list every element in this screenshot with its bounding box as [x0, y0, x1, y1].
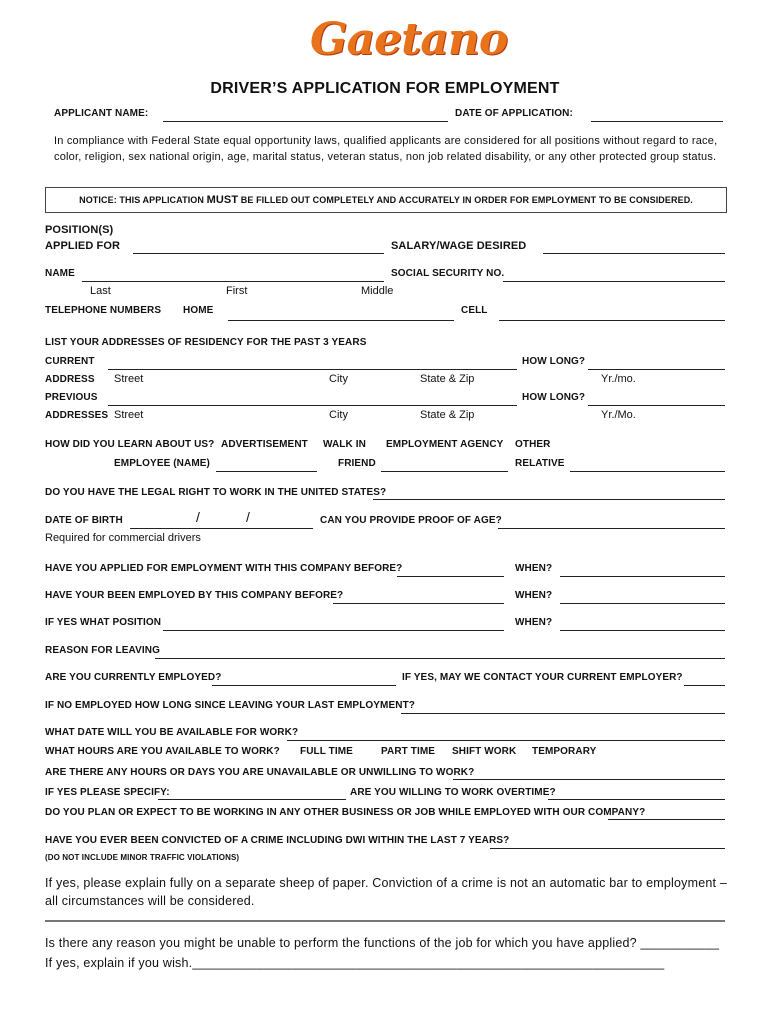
applicant-name-field[interactable]	[163, 121, 448, 122]
when-label-1: WHEN?	[515, 563, 553, 574]
home-phone-field[interactable]	[228, 320, 454, 321]
employed-before-field[interactable]	[333, 603, 504, 604]
name-last-hint: Last	[90, 285, 111, 297]
cell-phone-label: CELL	[461, 305, 488, 316]
current-label: CURRENT	[45, 356, 95, 367]
other-business-field[interactable]	[608, 819, 725, 820]
applied-before-question: HAVE YOU APPLIED FOR EMPLOYMENT WITH THIS COMPANY BEFORE?	[45, 563, 403, 574]
employed-when-field[interactable]	[560, 603, 725, 604]
other-business-question: DO YOU PLAN OR EXPECT TO BE WORKING IN ANY OTHER BUSINESS OR JOB WHILE EMPLOYED WITH OUR COMPANY?	[45, 807, 646, 818]
name-label: NAME	[45, 268, 75, 279]
position-if-yes-label: IF YES WHAT POSITION	[45, 617, 162, 628]
available-date-field[interactable]	[287, 740, 725, 741]
crime-field[interactable]	[490, 848, 725, 849]
city-hint-2: City	[329, 409, 348, 421]
position-label-1: POSITION(S)	[45, 224, 114, 236]
notice-box	[45, 187, 727, 213]
salary-field[interactable]	[543, 253, 725, 254]
crime-explain-line-1: If yes, please explain fully on a separate sheep of paper. Conviction of a crime is not an automatic bar to employment –	[45, 876, 728, 890]
walk-in-option[interactable]: WALK IN	[323, 439, 366, 450]
name-middle-hint: Middle	[361, 285, 394, 297]
compliance-statement: In compliance with Federal State equal opportunity laws, qualified applicants are considered for all positions without regard to race, color, religion, sex national origin, age, marital status, veteran status, non job related disability, or any other protected group status.	[54, 135, 718, 163]
position-if-yes-field[interactable]	[163, 630, 504, 631]
other-option[interactable]: OTHER	[515, 439, 551, 450]
date-of-application-field[interactable]	[591, 121, 723, 122]
notice-prefix: NOTICE: THIS APPLICATION	[79, 195, 207, 205]
explain-if-wish: If yes, explain if you wish.__________________________________________________________________	[45, 956, 665, 970]
date-of-application-label: DATE OF APPLICATION:	[455, 108, 573, 119]
available-date-question: WHAT DATE WILL YOU BE AVAILABLE FOR WORK?	[45, 727, 299, 738]
street-hint-2: Street	[114, 409, 144, 421]
how-long-label-1: HOW LONG?	[522, 356, 586, 367]
notice-suffix: BE FILLED OUT COMPLETELY AND ACCURATELY IN ORDER FOR EMPLOYMENT TO BE CONSIDERED.	[238, 195, 693, 205]
residency-heading: LIST YOUR ADDRESSES OF RESIDENCY FOR THE PAST 3 YEARS	[45, 337, 367, 348]
home-phone-label: HOME	[183, 305, 214, 316]
cell-phone-field[interactable]	[499, 320, 725, 321]
proof-of-age-field[interactable]	[498, 528, 725, 529]
previous-address-field[interactable]	[108, 405, 517, 406]
specify-field[interactable]	[158, 799, 346, 800]
crime-note: (DO NOT INCLUDE MINOR TRAFFIC VIOLATIONS)	[45, 853, 240, 862]
notice-must: MUST	[206, 194, 239, 206]
yr-mo-hint-2: Yr./Mo.	[601, 409, 636, 421]
company-logo: Gaetano	[310, 14, 508, 65]
not-employed-question: IF NO EMPLOYED HOW LONG SINCE LEAVING YOUR LAST EMPLOYMENT?	[45, 700, 415, 711]
relative-label: RELATIVE	[515, 458, 565, 469]
employed-before-question: HAVE YOUR BEEN EMPLOYED BY THIS COMPANY BEFORE?	[45, 590, 344, 601]
dob-field[interactable]	[130, 528, 313, 529]
name-first-hint: First	[226, 285, 248, 297]
yr-mo-hint-1: Yr./mo.	[601, 373, 636, 385]
applied-when-field[interactable]	[560, 576, 725, 577]
page-title: DRIVER’S APPLICATION FOR EMPLOYMENT	[210, 80, 560, 97]
reason-leaving-label: REASON FOR LEAVING	[45, 645, 160, 656]
previous-label: PREVIOUS	[45, 392, 98, 403]
dob-slash-2: /	[246, 509, 250, 525]
relative-field[interactable]	[570, 471, 725, 472]
position-field[interactable]	[133, 253, 384, 254]
proof-of-age-label: CAN YOU PROVIDE PROOF OF AGE?	[320, 515, 502, 526]
applied-before-field[interactable]	[397, 576, 504, 577]
currently-employed-question: ARE YOU CURRENTLY EMPLOYED?	[45, 672, 222, 683]
dob-slash-1: /	[196, 509, 200, 525]
crime-explain-line-2: all circumstances will be considered.	[45, 894, 255, 908]
state-zip-hint-2: State & Zip	[420, 409, 475, 421]
employment-agency-option[interactable]: EMPLOYMENT AGENCY	[386, 439, 504, 450]
applicant-name-label: APPLICANT NAME:	[54, 108, 149, 119]
dob-note: Required for commercial drivers	[45, 532, 201, 544]
street-hint-1: Street	[114, 373, 144, 385]
ssn-label: SOCIAL SECURITY NO.	[391, 268, 505, 279]
unavailable-field[interactable]	[453, 779, 725, 780]
currently-employed-field[interactable]	[212, 685, 396, 686]
name-field[interactable]	[82, 281, 384, 282]
position-when-field[interactable]	[560, 630, 725, 631]
state-zip-hint-1: State & Zip	[420, 373, 475, 385]
ssn-field[interactable]	[503, 281, 725, 282]
overtime-field[interactable]	[548, 799, 725, 800]
available-hours-question: WHAT HOURS ARE YOU AVAILABLE TO WORK?	[45, 746, 280, 757]
advertisement-option[interactable]: ADVERTISEMENT	[221, 439, 308, 450]
section-divider	[45, 920, 725, 922]
friend-label: FRIEND	[338, 458, 376, 469]
unavailable-question: ARE THERE ANY HOURS OR DAYS YOU ARE UNAVAILABLE OR UNWILLING TO WORK?	[45, 767, 475, 778]
contact-employer-question: IF YES, MAY WE CONTACT YOUR CURRENT EMPLOYER?	[402, 672, 683, 683]
position-label-2: APPLIED FOR	[45, 240, 121, 252]
contact-employer-field[interactable]	[684, 685, 725, 686]
addresses-label: ADDRESSES	[45, 410, 109, 421]
overtime-question: ARE YOU WILLING TO WORK OVERTIME?	[350, 787, 556, 798]
previous-how-long-field[interactable]	[588, 405, 725, 406]
how-long-label-2: HOW LONG?	[522, 392, 586, 403]
crime-question: HAVE YOU EVER BEEN CONVICTED OF A CRIME INCLUDING DWI WITHIN THE LAST 7 YEARS?	[45, 835, 510, 846]
reason-leaving-field[interactable]	[155, 658, 725, 659]
address-label: ADDRESS	[45, 374, 95, 385]
legal-right-field[interactable]	[373, 499, 725, 500]
employee-name-field[interactable]	[216, 471, 317, 472]
not-employed-field[interactable]	[401, 713, 725, 714]
temporary-option[interactable]: TEMPORARY	[532, 746, 597, 757]
dob-label: DATE OF BIRTH	[45, 515, 123, 526]
telephone-label: TELEPHONE NUMBERS	[45, 305, 162, 316]
learn-question: HOW DID YOU LEARN ABOUT US?	[45, 439, 215, 450]
current-how-long-field[interactable]	[588, 369, 725, 370]
unable-perform-question: Is there any reason you might be unable to perform the functions of the job for which you have applied? ___________	[45, 936, 720, 950]
full-time-option[interactable]: FULL TIME	[300, 746, 353, 757]
legal-right-question: DO YOU HAVE THE LEGAL RIGHT TO WORK IN THE UNITED STATES?	[45, 487, 387, 498]
current-address-field[interactable]	[108, 369, 517, 370]
when-label-3: WHEN?	[515, 617, 553, 628]
employee-name-label: EMPLOYEE (NAME)	[114, 458, 210, 469]
shift-work-option[interactable]: SHIFT WORK	[452, 746, 517, 757]
salary-label: SALARY/WAGE DESIRED	[391, 240, 527, 252]
when-label-2: WHEN?	[515, 590, 553, 601]
friend-field[interactable]	[381, 471, 508, 472]
specify-label: IF YES PLEASE SPECIFY:	[45, 787, 170, 798]
part-time-option[interactable]: PART TIME	[381, 746, 436, 757]
city-hint-1: City	[329, 373, 348, 385]
